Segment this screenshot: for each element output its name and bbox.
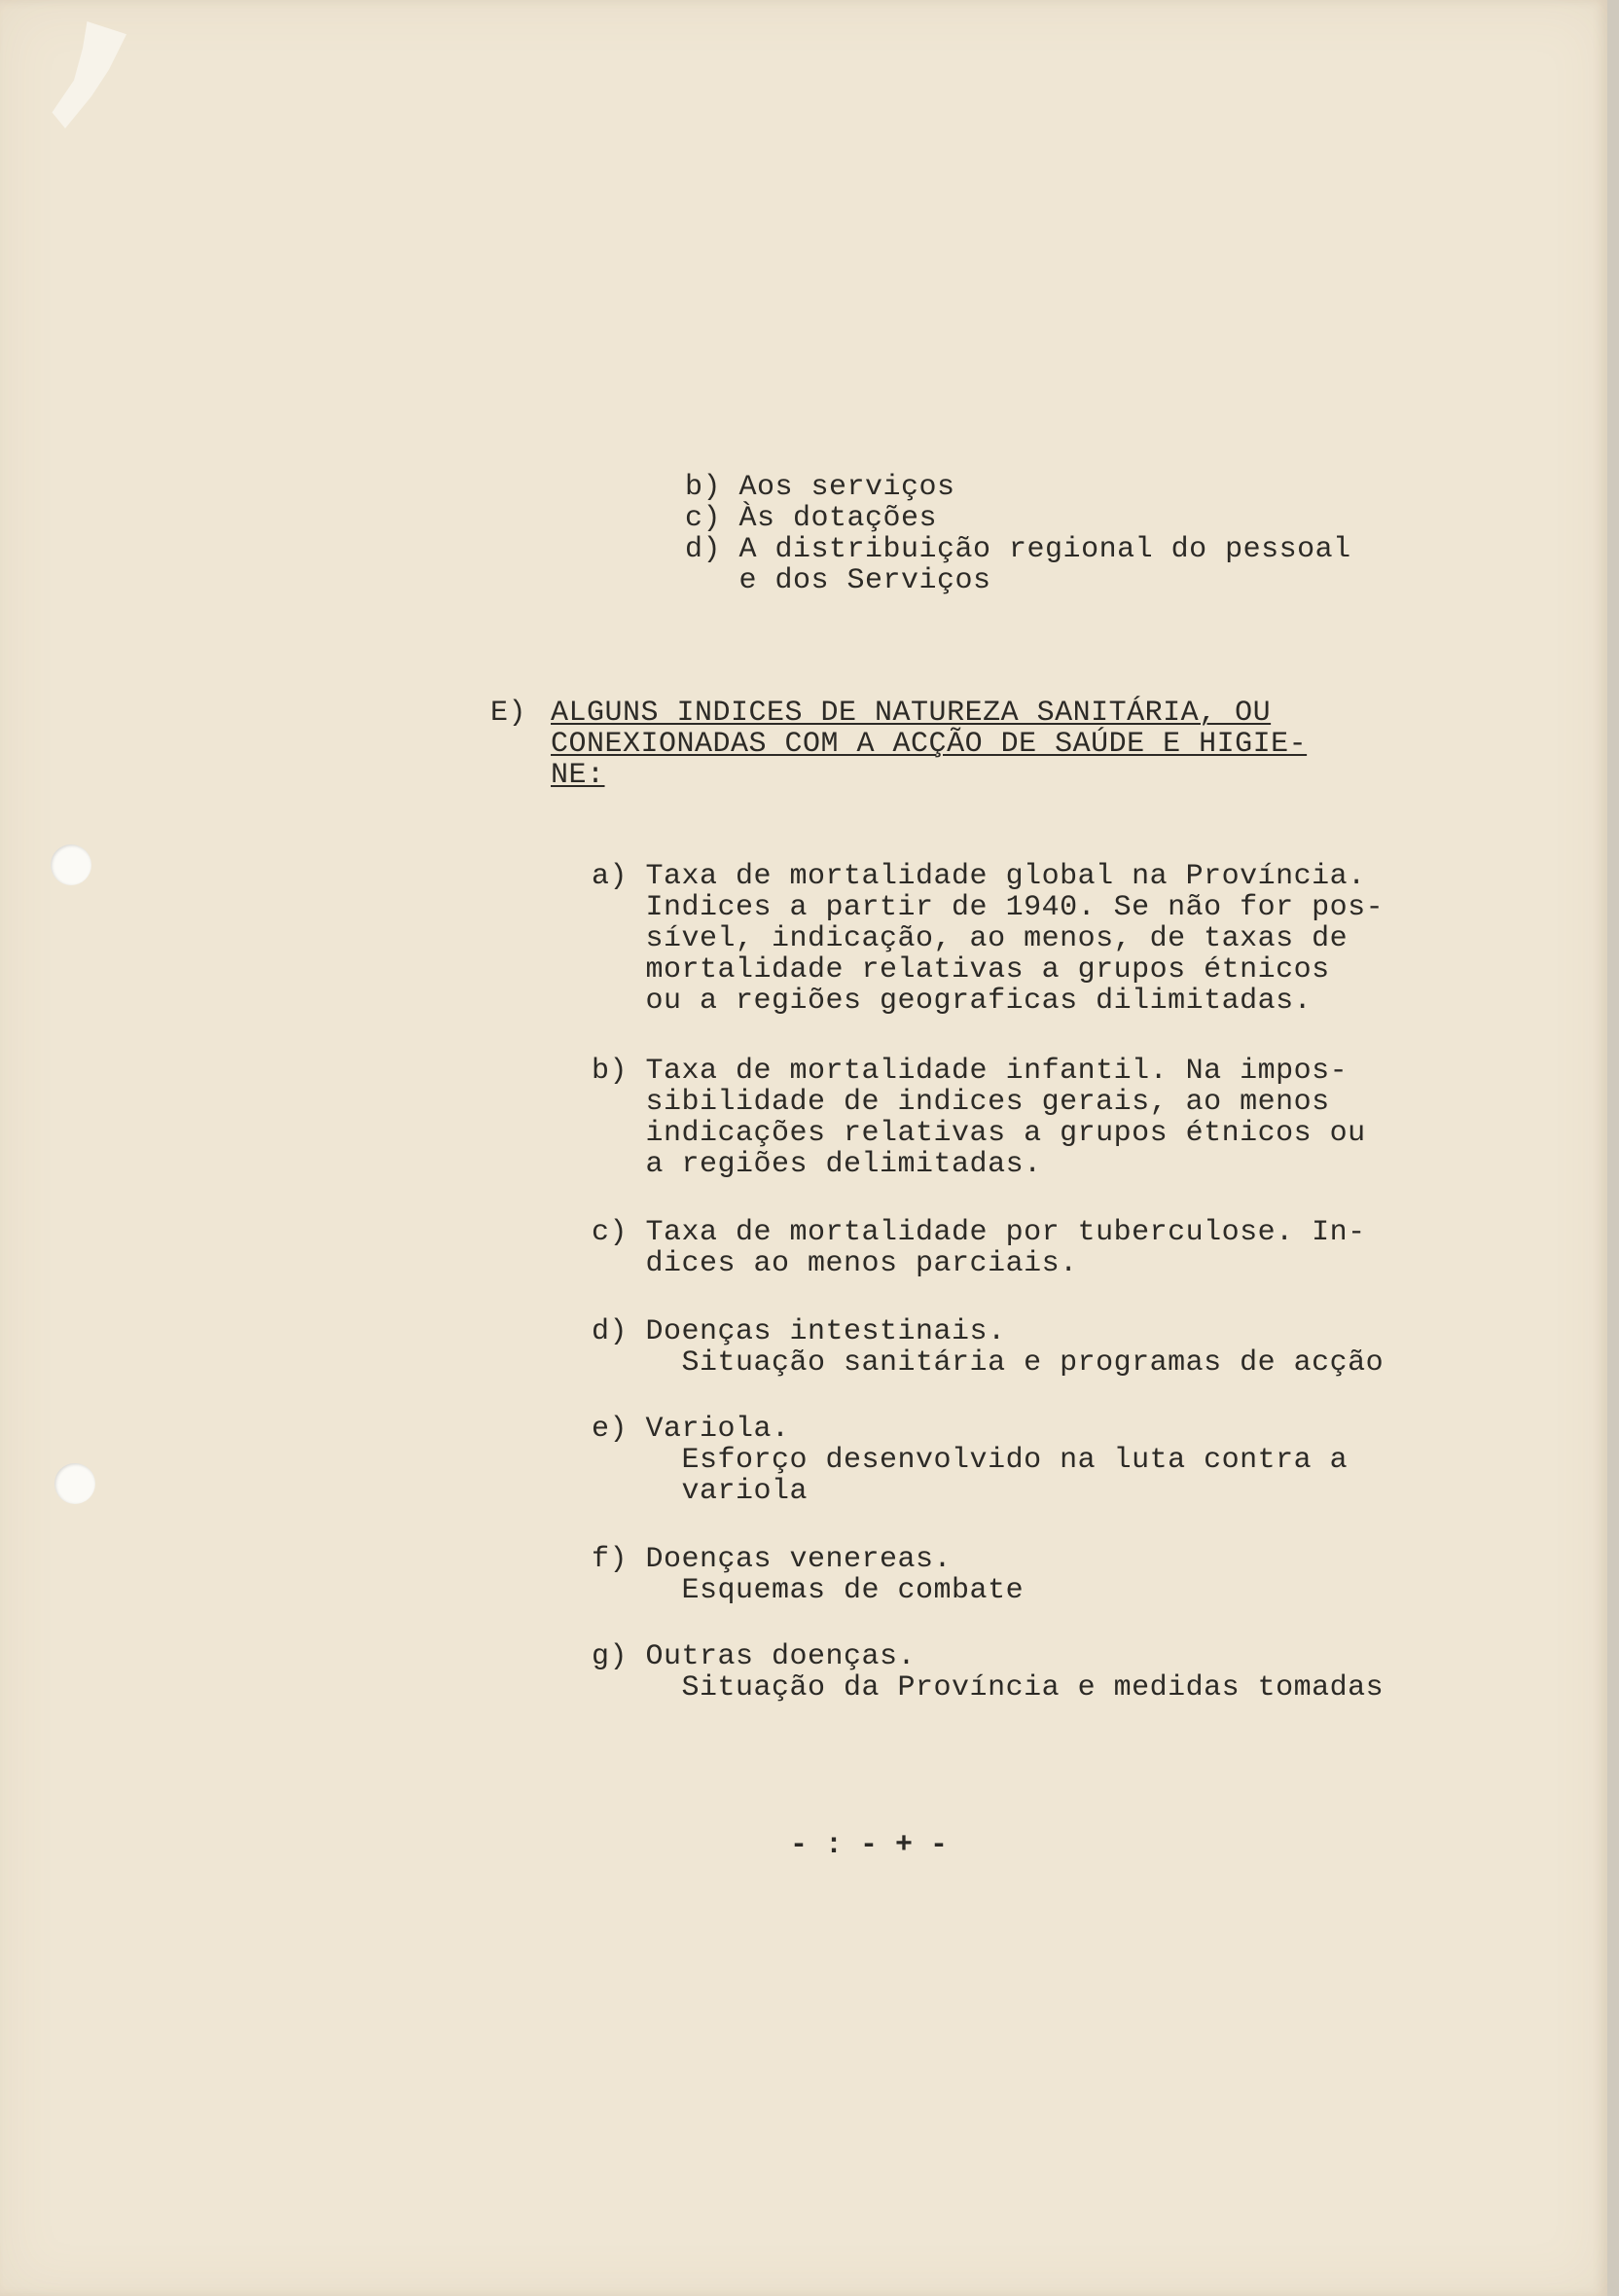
item-b-line-4: a regiões delimitadas. — [592, 1148, 1042, 1181]
item-d-line-1: d) Doenças intestinais. — [592, 1315, 1006, 1348]
item-g-line-2: Situação da Província e medidas tomadas — [592, 1671, 1385, 1704]
list-item-b: b) Aos serviços — [685, 471, 955, 504]
item-a-line-1: a) Taxa de mortalidade global na Província. — [592, 860, 1366, 893]
section-label: E) — [490, 697, 527, 730]
punch-hole-bottom — [54, 1463, 95, 1504]
item-b-line-3: indicações relativas a grupos étnicos ou — [592, 1117, 1366, 1150]
item-e-line-1: e) Variola. — [592, 1413, 790, 1446]
item-c-line-2: dices ao menos parciais. — [592, 1247, 1078, 1280]
item-e-line-3: variola — [592, 1475, 809, 1508]
item-c-line-1: c) Taxa de mortalidade por tuberculose. In- — [592, 1216, 1366, 1249]
item-a-line-3: sível, indicação, ao menos, de taxas de — [592, 922, 1349, 955]
item-d-line-2: Situação sanitária e programas de acção — [592, 1346, 1385, 1380]
item-e-line-2: Esforço desenvolvido na luta contra a — [592, 1444, 1349, 1477]
list-item-c: c) Às dotações — [685, 502, 938, 535]
item-a-line-2: Indices a partir de 1940. Se não for pos- — [592, 891, 1385, 924]
section-title-line-3: NE: — [551, 759, 605, 792]
item-g-line-1: g) Outras doenças. — [592, 1640, 917, 1673]
list-item-d-continuation: e dos Serviços — [685, 564, 991, 597]
torn-corner — [39, 21, 126, 128]
end-mark: - : - + - — [790, 1829, 949, 1862]
item-f-line-1: f) Doenças venereas. — [592, 1543, 953, 1576]
item-b-line-1: b) Taxa de mortalidade infantil. Na impos- — [592, 1055, 1349, 1088]
item-a-line-4: mortalidade relativas a grupos étnicos — [592, 953, 1330, 987]
item-b-line-2: sibilidade de indices gerais, ao menos — [592, 1086, 1330, 1119]
list-item-d: d) A distribuição regional do pessoal — [685, 533, 1351, 566]
item-a-line-5: ou a regiões geograficas dilimitadas. — [592, 985, 1313, 1018]
punch-hole-top — [51, 844, 91, 885]
section-title-line-1: ALGUNS INDICES DE NATUREZA SANITÁRIA, OU — [551, 697, 1272, 730]
section-title-line-2: CONEXIONADAS COM A ACÇÃO DE SAÚDE E HIGIE- — [551, 728, 1308, 761]
item-f-line-2: Esquemas de combate — [592, 1574, 1025, 1607]
